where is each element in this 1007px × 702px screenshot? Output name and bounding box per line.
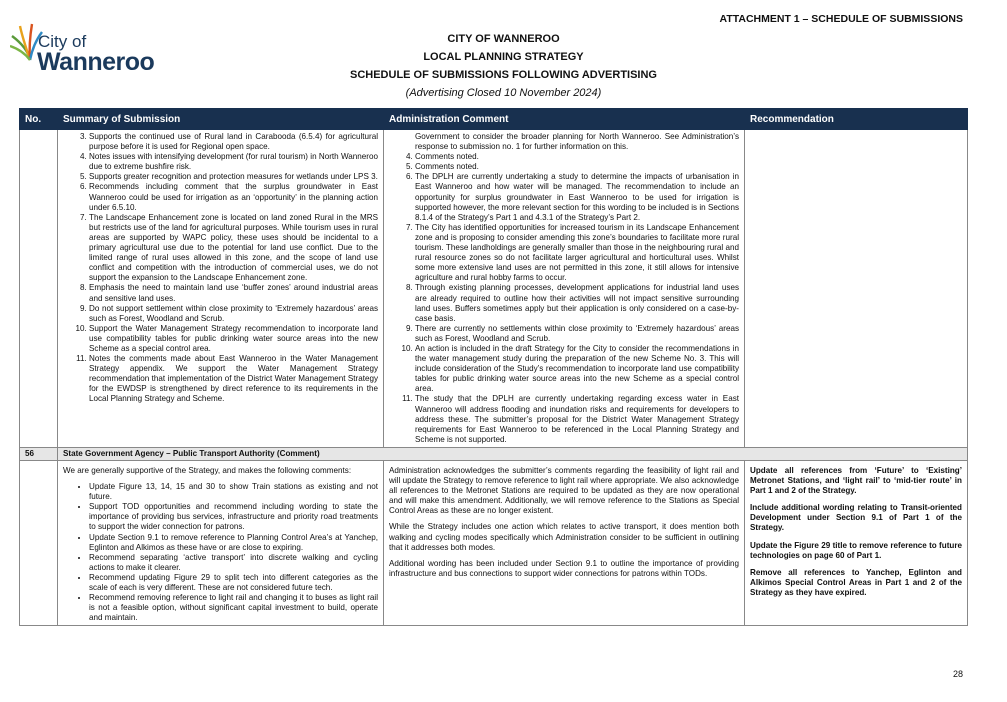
cell-admin-comment: [384, 461, 745, 626]
summary-intro: We are generally supportive of the Strategy, and makes the following comments:: [63, 466, 352, 475]
list-item: 6. The DPLH are currently undertaking a study to determine the impacts of urbanisation in East Wanneroo and how water will be managed. The recommendation to include an opportunity for surplus groundwater in East Wanneroo to be used for irrigation is supported however, the more relevant section for this wording to be included is in Sections 8.1.4 of the Strategy’s Part 1 and 4.3.1 of the Strategy’s Part 2.: [415, 172, 739, 222]
list-item: • Recommend removing reference to light rail and changing it to buses as light rail is not a feasible option, without significant capital investment to build, operate and maintain.: [89, 593, 378, 623]
header-admin-comment: Administration Comment: [384, 109, 745, 130]
admin-list: [389, 152, 739, 445]
list-item: 4. Comments noted.: [415, 152, 739, 162]
header-recommendation: Recommendation: [745, 109, 968, 130]
list-item: 11. Notes the comments made about East Wanneroo in the Water Management Strategy appendix. We support the Water Management Strategy recommendation that implementation of the District Water Management Strategy for the EWDSP is strengthened by direct reference to its requirements in the Local Planning Strategy and Scheme.: [89, 354, 378, 404]
recommendation-item: Include additional wording relating to Transit-oriented Development under Section 9.1 of Part 1 of the Strategy.: [750, 503, 962, 533]
recommendation-item: Update the Figure 29 title to remove reference to future technologies on page 60 of Part 1.: [750, 540, 962, 560]
list-item: • Recommend updating Figure 29 to split tech into different categories as the scale of each is very different. These are not considered future tech.: [89, 573, 378, 593]
list-item: • Support TOD opportunities and recommend including wording to state the importance of providing bus services, infrastructure and priority road treatments to support the wider connection for patrons.: [89, 502, 378, 532]
title-council: CITY OF WANNEROO: [447, 33, 560, 45]
list-item: 9. Do not support settlement within close proximity to ‘Extremely hazardous’ areas such as Forest, Woodland and Scrub.: [89, 304, 378, 324]
list-item: 5. Comments noted.: [415, 162, 739, 172]
list-item: 8. Emphasis the need to maintain land use ‘buffer zones’ around industrial areas and sensitive land uses.: [89, 283, 378, 303]
list-item: 6. Recommends including comment that the surplus groundwater in East Wanneroo could be used for irrigation as an ‘opportunity’ in the planning action under 6.5.10.: [89, 182, 378, 212]
list-item: 10. Support the Water Management Strategy recommendation to incorporate land use compatibility tables for public drinking water source areas into the new Scheme as a special control area.: [89, 324, 378, 354]
admin-intro: Government to consider the broader planning for North Wanneroo. See Administration’s response to submission no. 1 for further information on this.: [415, 132, 739, 152]
list-item: 4. Notes issues with intensifying development (for rural tourism) in North Wanneroo due to extreme bushfire risk.: [89, 152, 378, 172]
title-advertising-dates: (Advertising Closed 10 November 2024): [405, 87, 602, 99]
cell-no: [20, 461, 58, 626]
cell-recommendation: [745, 461, 968, 626]
cell-summary: [58, 461, 384, 626]
list-item: 7. The City has identified opportunities for increased tourism in its Landscape Enhancement zone and is proposing to consider amending this zone’s boundaries to facilitate more rural tourism. These landholdings are generally smaller than those in the neighbouring rural and rural resource zones so do not facilitate larger agricultural and horticultural uses. Whilst some more extensive land uses are not permitted in this zone, it still allows for intensive agriculture and rural hobby farms to occur.: [415, 223, 739, 284]
list-item: 10. An action is included in the draft Strategy for the City to consider the recommendations in the water management study during the preparation of the new Scheme No. 3. This will include consideration of the Study’s recommendation to incorporate land use compatibility tables for public drinking water source areas into the new Scheme as a special control area.: [415, 344, 739, 394]
cell-summary: [58, 130, 384, 448]
list-item: • Recommend separating ‘active transport’ into discrete walking and cycling actions to make it clearer.: [89, 553, 378, 573]
list-item: 3. Supports the continued use of Rural land in Carabooda (6.5.4) for agricultural purpose before it is used for Regional open space.: [89, 132, 378, 152]
list-item: 8. Through existing planning processes, development applications for industrial land uses are already required to outline how their activities will not impact sensitive surrounding land uses. Buffers sometimes apply but their application is only considered on a case-by-case basis.: [415, 283, 739, 323]
attachment-label: ATTACHMENT 1 – SCHEDULE OF SUBMISSIONS: [719, 13, 963, 25]
title-schedule: SCHEDULE OF SUBMISSIONS FOLLOWING ADVERTISING: [350, 69, 657, 81]
table-header-row: [20, 109, 968, 130]
document-titles: [0, 30, 1007, 102]
submission-heading: State Government Agency – Public Transport Authority (Comment): [58, 447, 968, 460]
header-no: No.: [20, 109, 58, 130]
logo-name-text: Wanneroo: [37, 48, 155, 76]
list-item: 9. There are currently no settlements within close proximity to ‘Extremely hazardous’ areas such as Forest, Woodland and Scrub.: [415, 324, 739, 344]
summary-list: [63, 132, 378, 405]
submission-number: 56: [20, 447, 58, 460]
table-row: [20, 461, 968, 626]
list-item: • Update Section 9.1 to remove reference to Planning Control Area’s at Yanchep, Eglinton and Alkimos as these have or are close to expiring.: [89, 533, 378, 553]
summary-bullets: [63, 482, 378, 623]
page-number: 28: [952, 669, 963, 679]
admin-paragraph: Additional wording has been included under Section 9.1 to outline the importance of providing infrastructure and bus connections to support wider connections for patrons within TODs.: [389, 558, 739, 578]
submission-heading-row: [20, 447, 968, 460]
admin-paragraph: While the Strategy includes one action which relates to active transport, it does mention both walking and cycling modes specifically which Administration consider to be sufficient in outlining that it addresses both modes.: [389, 522, 739, 552]
logo-city-text: City of: [38, 32, 87, 51]
recommendation-item: Update all references from ‘Future’ to ‘Existing’ Metronet Stations, and ‘light rail’ to ‘mid-tier route’ in Part 1 and 2 of the Strategy.: [750, 466, 962, 496]
list-item: 11. The study that the DPLH are currently undertaking regarding excess water in East Wanneroo will address flooding and inundation risks and requirements for developers to address these. The submitter’s proposal for the District Water Management Strategy requirements for East Wanneroo to be referenced in the Local Planning Strategy and Scheme is not supported.: [415, 394, 739, 444]
cell-admin-comment: [384, 130, 745, 448]
recommendation-item: Remove all references to Yanchep, Eglinton and Alkimos Special Control Areas in Part 1 and 2 of the Strategy as they have expired.: [750, 567, 962, 597]
cell-recommendation: [745, 130, 968, 448]
list-item: 5. Supports greater recognition and protection measures for wetlands under LPS 3.: [89, 172, 378, 182]
table-row: [20, 130, 968, 448]
cell-no: [20, 130, 58, 448]
title-strategy: LOCAL PLANNING STRATEGY: [423, 51, 584, 63]
submissions-table: [19, 108, 968, 626]
admin-paragraph: Administration acknowledges the submitter’s comments regarding the feasibility of light rail and will update the Strategy to remove reference to light rail where appropriate. We also acknowledge all references to the Metronet Stations are required to be updated as they are now operational and will make this amendment. Additionally, we will remove reference to the Stations as Special Control Areas as these are no longer existent.: [389, 466, 739, 516]
list-item: 7. The Landscape Enhancement zone is located on land zoned Rural in the MRS but restricts use of the land for agricultural purposes. While tourism uses in rural areas are supported by WAPC policy, these uses should be incidental to a primary agricultural use due to the potential for land use conflict. Due to the limited range of rural uses allowed in this zone, and the scope of land use conflict and competition with the introduction of commercial uses, we do not support the expansion to the Landscape Enhancement zone.: [89, 213, 378, 284]
header-summary: Summary of Submission: [58, 109, 384, 130]
list-item: • Update Figure 13, 14, 15 and 30 to show Train stations as existing and not future.: [89, 482, 378, 502]
